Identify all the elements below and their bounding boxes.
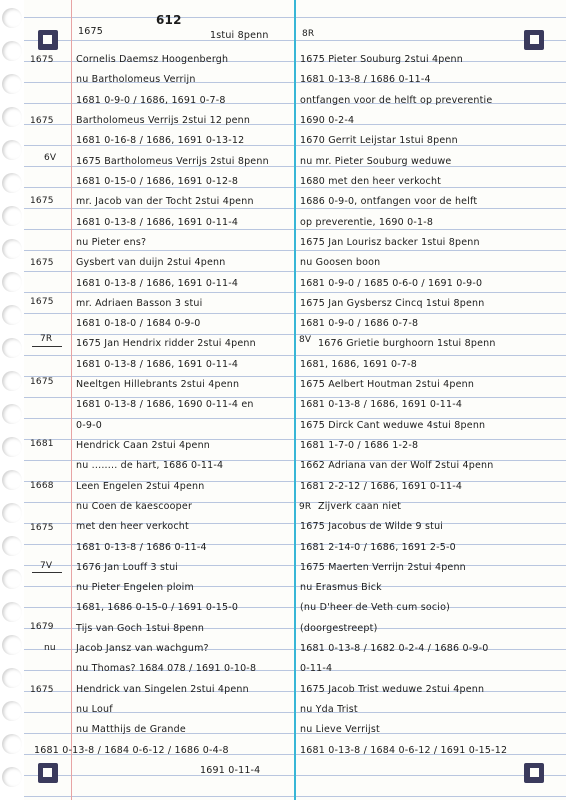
corner-marker-icon [38,763,58,783]
binder-hole [2,536,22,556]
left-margin-line [71,0,72,800]
corner-marker-icon [38,30,58,50]
right-entry-line: 1681 0-9-0 / 1686 0-7-8 [300,318,419,329]
left-entry-line: Leen Engelen 2stui 4penn [76,481,205,492]
left-entry-line: Bartholomeus Verrijs 2stui 12 penn [76,115,251,126]
right-entry-line: 1681 2-14-0 / 1686, 1691 2-5-0 [300,542,456,553]
binder-hole [2,74,22,94]
margin-note: 6V [44,153,57,163]
center-divider-line [294,0,296,800]
margin-bracket [32,572,62,573]
column-note: 8V [299,335,312,345]
left-entry-line: 1675 Jan Hendrix ridder 2stui 4penn [76,338,256,349]
right-entry-line: op preverentie, 1690 0-1-8 [300,217,434,228]
binder-hole [2,569,22,589]
binder-hole [2,338,22,358]
binder-hole [2,602,22,622]
right-entry-line: Zijverk caan niet [318,501,402,512]
margin-year: 1679 [30,622,54,632]
left-entry-line: nu Matthijs de Grande [76,724,186,735]
left-entry-line: nu Coen de kaescooper [76,501,193,512]
binder-holes-strip [0,0,24,800]
left-entry-line: 1681 0-13-8 / 1684 0-6-12 / 1686 0-4-8 [34,745,229,756]
right-entry-line: 1680 met den heer verkocht [300,176,442,187]
margin-year: 1675 [30,685,54,695]
margin-year: 1675 [30,523,54,533]
right-entry-line: nu Lieve Verrijst [300,724,380,735]
left-entry-line: 0-9-0 [76,420,102,431]
right-entry-line: nu mr. Pieter Souburg weduwe [300,156,452,167]
left-entry-line: 1681, 1686 0-15-0 / 1691 0-15-0 [76,602,239,613]
right-entry-line: nu Yda Trist [300,704,358,715]
left-entry-line: 1675 Bartholomeus Verrijs 2stui 8penn [76,156,269,167]
binder-hole [2,305,22,325]
left-entry-line: mr. Adriaen Basson 3 stui [76,298,203,309]
binder-hole [2,404,22,424]
left-entry-line: 1676 Jan Louff 3 stui [76,562,179,573]
left-entry-line: Gysbert van duijn 2stui 4penn [76,257,226,268]
left-entry-line: 1681 0-16-8 / 1686, 1691 0-13-12 [76,135,245,146]
binder-hole [2,8,22,28]
left-entry-line: Hendrick van Singelen 2stui 4penn [76,684,249,695]
left-entry-line: met den heer verkocht [76,521,189,532]
left-entry-line: nu Bartholomeus Verrijn [76,74,196,85]
binder-hole [2,41,22,61]
margin-year: 1675 [30,297,54,307]
left-entry-line: 1681 0-15-0 / 1686, 1691 0-12-8 [76,176,239,187]
left-entry-line: Jacob Jansz van wachgum? [76,643,209,654]
binder-hole [2,107,22,127]
left-entry-line: nu Louf [76,704,113,715]
binder-hole [2,734,22,754]
right-entry-line: 1675 Jan Gysbersz Cincq 1stui 8penn [300,298,485,309]
left-entry-line: nu Pieter ens? [76,237,147,248]
binder-hole [2,173,22,193]
right-entry-line: 1681 0-13-8 / 1684 0-6-12 / 1691 0-15-12 [300,745,508,756]
right-entry-line: 1662 Adriana van der Wolf 2stui 4penn [300,460,494,471]
right-entry-line: (nu D'heer de Veth cum socio) [300,602,451,613]
binder-hole [2,272,22,292]
right-entry-line: 1681 0-13-8 / 1686 0-11-4 [300,74,431,85]
left-entry-line: 1681 0-13-8 / 1686, 1690 0-11-4 en [76,399,254,410]
binder-hole [2,635,22,655]
right-entry-line: 1681 1-7-0 / 1686 1-2-8 [300,440,419,451]
binder-hole [2,470,22,490]
left-entry-line: 1681 0-13-8 / 1686 0-11-4 [76,542,207,553]
right-entry-line: nu Goosen boon [300,257,381,268]
corner-marker-icon [524,763,544,783]
left-entry-line: nu Pieter Engelen ploim [76,582,194,593]
right-entry-line: 1681 2-2-12 / 1686, 1691 0-11-4 [300,481,463,492]
right-entry-line: 1675 Maerten Verrijn 2stui 4penn [300,562,466,573]
left-entry-line: 1691 0-11-4 [200,765,261,776]
margin-bracket [32,346,62,347]
binder-hole [2,668,22,688]
right-entry-line: 1681 0-13-8 / 1686, 1691 0-11-4 [300,399,463,410]
right-entry-line: 1670 Gerrit Leijstar 1stui 8penn [300,135,458,146]
left-entry-line: nu ........ de hart, 1686 0-11-4 [76,460,224,471]
right-entry-line: 0-11-4 [300,663,333,674]
right-entry-line: 1675 Jacobus de Wilde 9 stui [300,521,444,532]
right-entry-line: nu Erasmus Bick [300,582,382,593]
left-entry-line: mr. Jacob van der Tocht 2stui 4penn [76,196,254,207]
left-entry-line: Hendrick Caan 2stui 4penn [76,440,211,451]
binder-hole [2,767,22,787]
margin-year: 1675 [30,196,54,206]
binder-hole [2,140,22,160]
binder-hole [2,701,22,721]
left-entry-line: 1681 0-13-8 / 1686, 1691 0-11-4 [76,278,239,289]
margin-year: 1675 [30,55,54,65]
right-entry-line: 1681 0-9-0 / 1685 0-6-0 / 1691 0-9-0 [300,278,483,289]
binder-hole [2,239,22,259]
right-entry-line: 1681, 1686, 1691 0-7-8 [300,359,418,370]
margin-note: 7R [40,334,53,344]
right-entry-line: 1675 Jacob Trist weduwe 2stui 4penn [300,684,485,695]
column-note: 8R [302,29,315,39]
margin-year: 1675 [30,116,54,126]
corner-marker-icon [524,30,544,50]
column-note: 9R [299,502,312,512]
right-entry-line: 1686 0-9-0, ontfangen voor de helft [300,196,478,207]
header-year: 1675 [78,26,103,37]
binder-hole [2,503,22,523]
right-entry-line: 1675 Aelbert Houtman 2stui 4penn [300,379,475,390]
binder-hole [2,437,22,457]
right-entry-line: 1675 Pieter Souburg 2stui 4penn [300,54,463,65]
left-entry-line: nu Thomas? 1684 078 / 1691 0-10-8 [76,663,257,674]
binder-hole [2,371,22,391]
left-entry-line: Neeltgen Hillebrants 2stui 4penn [76,379,240,390]
left-entry-line: 1681 0-18-0 / 1684 0-9-0 [76,318,201,329]
margin-year: 1681 [30,439,54,449]
header-tax: 1stui 8penn [210,30,269,41]
margin-year: 1675 [30,258,54,268]
margin-year: nu [44,643,56,653]
margin-year: 1675 [30,377,54,387]
left-entry-line: 1681 0-9-0 / 1686, 1691 0-7-8 [76,95,226,106]
right-entry-line: (doorgestreept) [300,623,378,634]
page-number: 612 [156,13,182,27]
margin-note: 7V [40,561,53,571]
left-entry-line: Cornelis Daemsz Hoogenbergh [76,54,229,65]
binder-hole [2,206,22,226]
left-entry-line: 1681 0-13-8 / 1686, 1691 0-11-4 [76,217,239,228]
right-entry-line: ontfangen voor de helft op preverentie [300,95,493,106]
left-entry-line: Tijs van Goch 1stui 8penn [76,623,205,634]
right-entry-line: 1675 Jan Lourisz backer 1stui 8penn [300,237,480,248]
margin-year: 1668 [30,481,54,491]
right-entry-line: 1675 Dirck Cant weduwe 4stui 8penn [300,420,486,431]
right-entry-line: 1690 0-2-4 [300,115,355,126]
right-entry-line: 1681 0-13-8 / 1682 0-2-4 / 1686 0-9-0 [300,643,489,654]
left-entry-line: 1681 0-13-8 / 1686, 1691 0-11-4 [76,359,239,370]
right-entry-line: 1676 Grietie burghoorn 1stui 8penn [318,338,496,349]
